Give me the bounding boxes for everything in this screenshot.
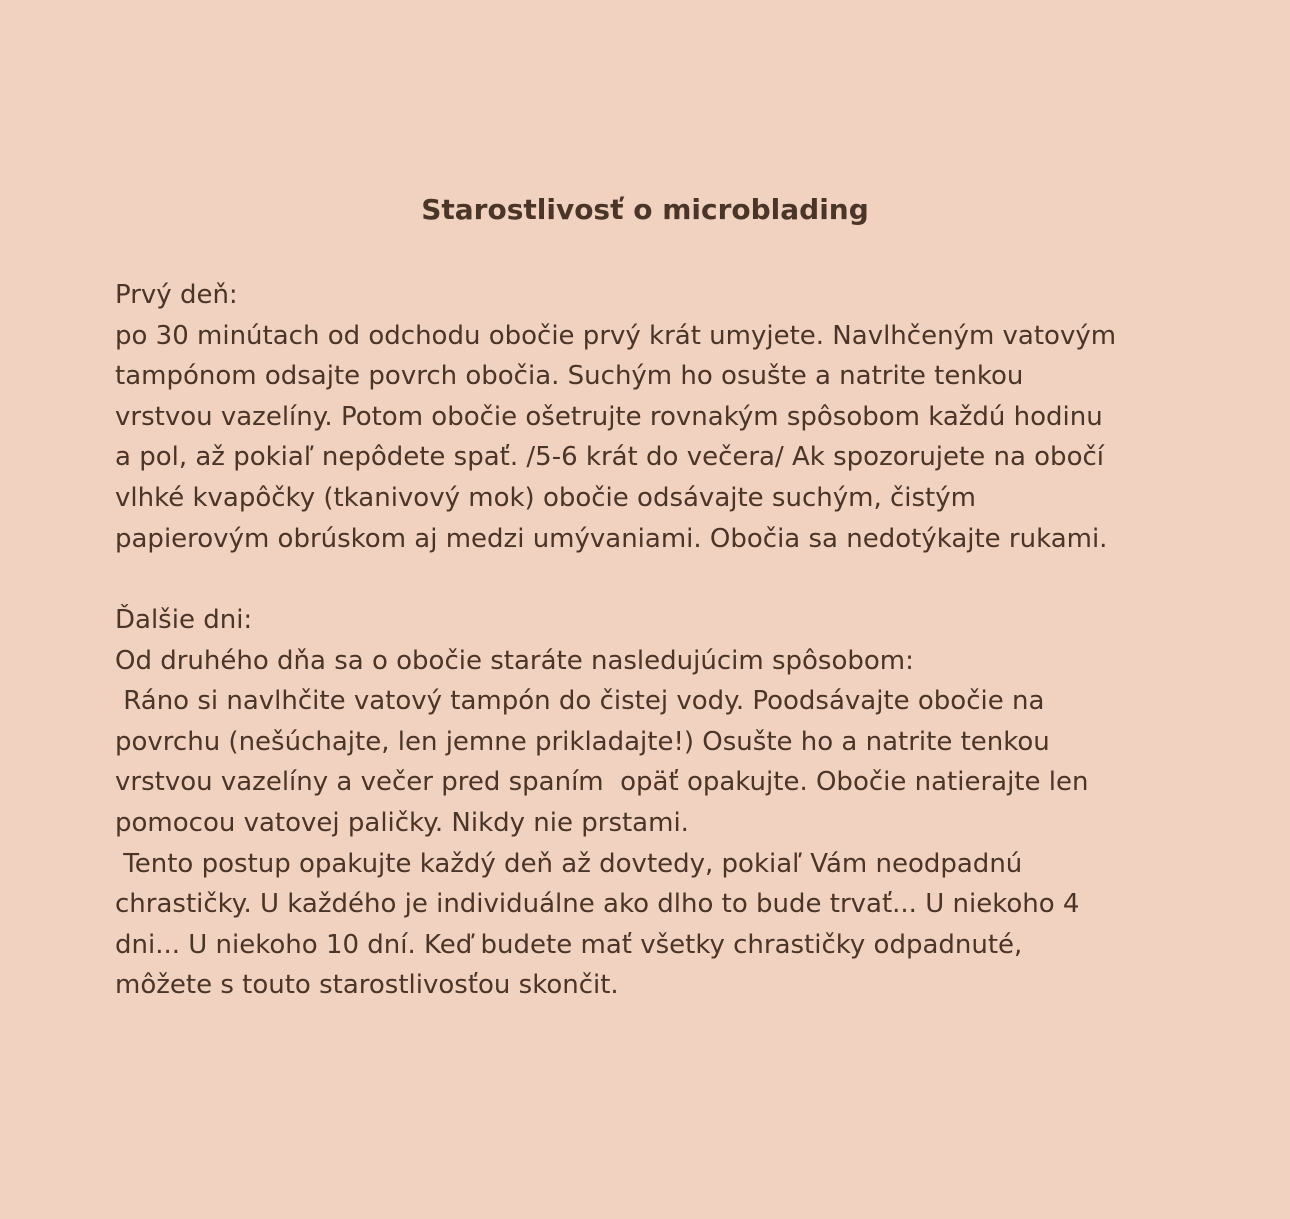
paragraph-line: po 30 minútach od odchodu obočie prvý krát umyjete. Navlhčeným vatovým: [115, 320, 1117, 351]
section-next-days: [115, 600, 1225, 1006]
section-heading: Prvý deň:: [115, 280, 238, 310]
paragraph-line: papierovým obrúskom aj medzi umývaniami. Obočia sa nedotýkajte rukami.: [115, 523, 1108, 554]
section-first-day: [115, 275, 1225, 559]
page-title: Starostlivosť o microblading: [421, 193, 869, 226]
paragraph-line: Od druhého dňa sa o obočie staráte nasledujúcim spôsobom:: [115, 645, 914, 676]
paragraph-line: tampónom odsajte povrch obočia. Suchým ho osušte a natrite tenkou: [115, 361, 1024, 392]
paragraph-line: pomocou vatovej paličky. Nikdy nie prstami.: [115, 807, 689, 838]
paragraph-line: chrastičky. U každého je individuálne ako dlho to bude trvať... U niekoho 4: [115, 889, 1080, 920]
paragraph-line: môžete s touto starostlivosťou skončit.: [115, 970, 619, 1001]
section-heading: Ďalšie dni:: [115, 605, 253, 635]
paragraph-line: povrchu (nešúchajte, len jemne prikladajte!) Osušte ho a natrite tenkou: [115, 726, 1050, 757]
paragraph-line: Tento postup opakujte každý deň až dovtedy, pokiaľ Vám neodpadnú: [115, 848, 1023, 879]
paragraph-line: vrstvou vazelíny a večer pred spaním opäť opakujte. Obočie natierajte len: [115, 767, 1089, 798]
paragraph-line: dni... U niekoho 10 dní. Keď budete mať všetky chrastičky odpadnuté,: [115, 929, 1023, 960]
paragraph-line: vrstvou vazelíny. Potom obočie ošetrujte rovnakým spôsobom každú hodinu: [115, 401, 1103, 432]
paragraph-line: vlhké kvapôčky (tkanivový mok) obočie odsávajte suchým, čistým: [115, 482, 976, 513]
paragraph-line: Ráno si navlhčite vatový tampón do čistej vody. Poodsávajte obočie na: [115, 686, 1045, 717]
paragraph-line: a pol, až pokiaľ nepôdete spať. /5-6 krát do večera/ Ak spozorujete na obočí: [115, 442, 1104, 473]
